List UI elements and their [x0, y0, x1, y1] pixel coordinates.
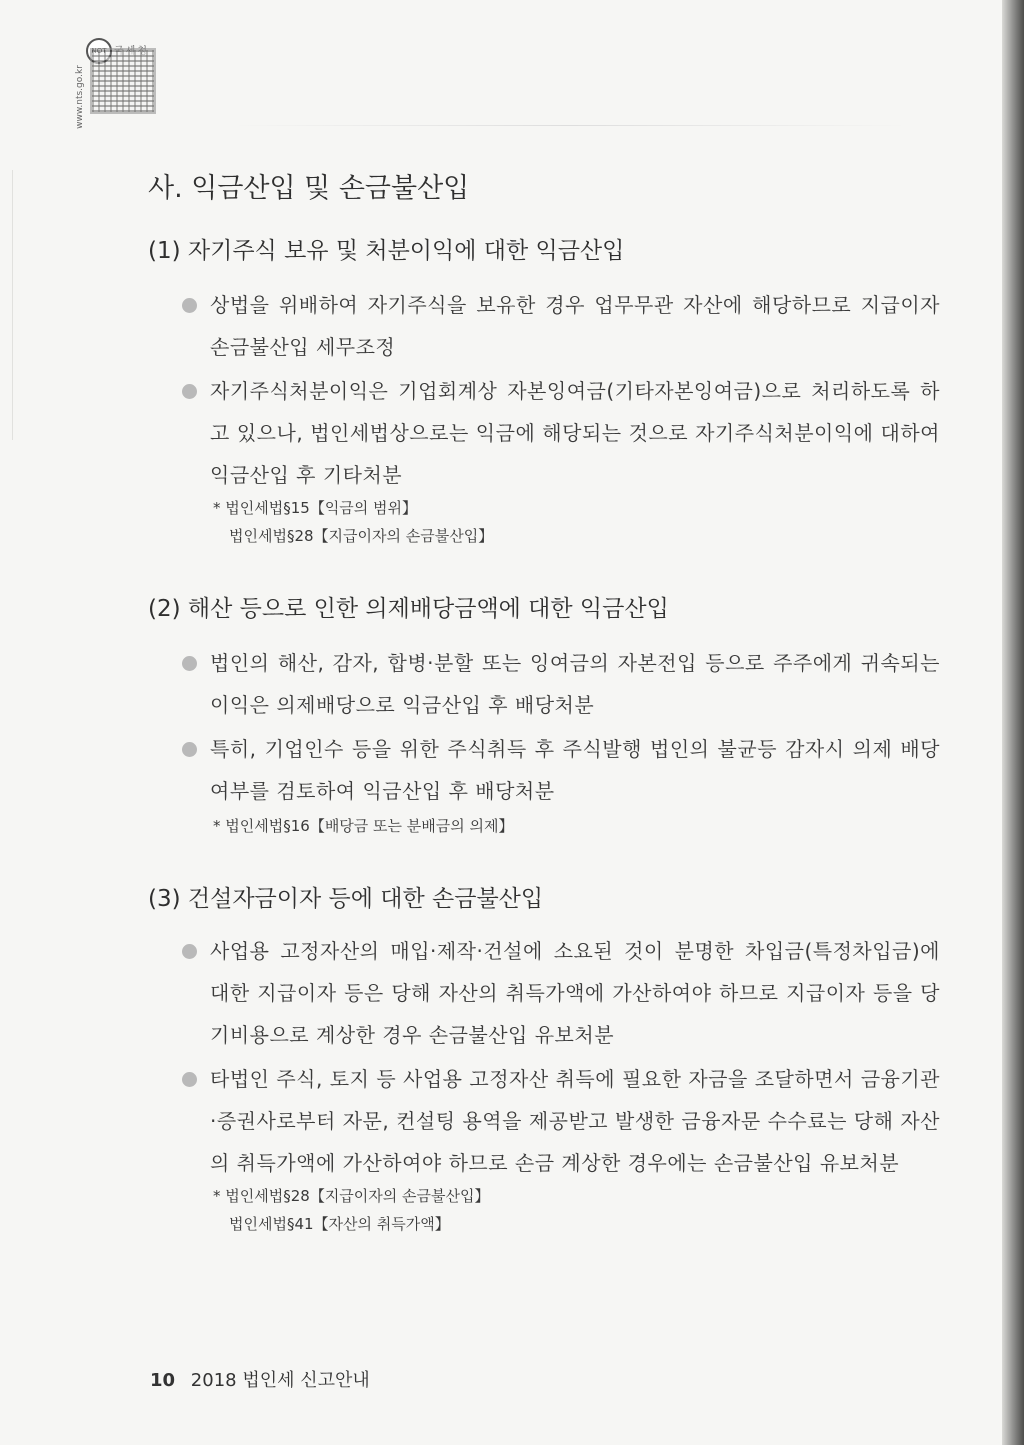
bullet-item: [180, 284, 940, 368]
bullet-text: 법인의 해산, 감자, 합병·분할 또는 잉여금의 자본전입 등으로 주주에게 귀속되는 이익은 의제배당으로 익금산입 후 배당처분: [210, 651, 940, 717]
bullet-text: 타법인 주식, 토지 등 사업용 고정자산 취득에 필요한 자금을 조달하면서 금융기관·증권사로부터 자문, 컨설팅 용역을 제공받고 발생한 금융자문 수수료는 당해 자산의 취득가액에 가산하여야 하므로 손금 계상한 경우에는 손금불산입 유보처분: [210, 1067, 940, 1175]
note-line: * 법인세법§15【익금의 범위】: [213, 499, 418, 517]
section-title: 사. 익금산입 및 손금불산입: [148, 173, 470, 204]
qr-code-icon: [90, 48, 156, 114]
subsection-heading-2: (2) 해산 등으로 인한 의제배당금액에 대한 익금산입: [148, 596, 669, 622]
subsection-heading-3: (3) 건설자금이자 등에 대한 손금불산입: [148, 886, 544, 912]
bullet-dot-icon: [182, 298, 197, 313]
bullet-item: [180, 1058, 940, 1184]
legal-note: [213, 494, 493, 550]
bullet-dot-icon: [182, 384, 197, 399]
subsection-heading-1: (1) 자기주식 보유 및 처분이익에 대한 익금산입: [148, 238, 625, 264]
bullet-item: [180, 930, 940, 1056]
legal-note: [213, 812, 514, 840]
header-divider: [230, 125, 910, 126]
bullet-dot-icon: [182, 1072, 197, 1087]
bullet-dot-icon: [182, 656, 197, 671]
header-qr-block: [70, 40, 170, 129]
page-number: 10: [150, 1370, 176, 1391]
bullet-dot-icon: [182, 742, 197, 757]
org-url: www.nts.go.kr: [74, 65, 85, 129]
page-binding-edge: [1002, 0, 1024, 1445]
bullet-text: 사업용 고정자산의 매입·제작·건설에 소요된 것이 분명한 차입금(특정차입금)에 대한 지급이자 등은 당해 자산의 취득가액에 가산하여야 하므로 지급이자 등을 당기비용으로 계상한 경우 손금불산입 유보처분: [210, 939, 940, 1047]
bullet-item: [180, 370, 940, 496]
bullet-text: 특히, 기업인수 등을 위한 주식취득 후 주식발행 법인의 불균등 감자시 의제 배당 여부를 검토하여 익금산입 후 배당처분: [210, 737, 940, 803]
bullet-text: 자기주식처분이익은 기업회계상 자본잉여금(기타자본잉여금)으로 처리하도록 하고 있으나, 법인세법상으로는 익금에 해당되는 것으로 자기주식처분이익에 대하여 익금산입 후 기타처분: [210, 379, 940, 487]
note-line: * 법인세법§16【배당금 또는 분배금의 의제】: [213, 817, 514, 835]
legal-note: [213, 1182, 490, 1238]
bullet-dot-icon: [182, 944, 197, 959]
bullet-text: 상법을 위배하여 자기주식을 보유한 경우 업무무관 자산에 해당하므로 지급이자 손금불산입 세무조정: [210, 293, 940, 359]
page-footer: [150, 1366, 370, 1392]
note-line: 법인세법§28【지급이자의 손금불산입】: [229, 527, 494, 545]
bullet-item: [180, 642, 940, 726]
margin-guide-line: [12, 170, 13, 440]
bullet-item: [180, 728, 940, 812]
footer-doc-title: 2018 법인세 신고안내: [190, 1370, 370, 1391]
note-line: 법인세법§41【자산의 취득가액】: [229, 1215, 450, 1233]
note-line: * 법인세법§28【지급이자의 손금불산입】: [213, 1187, 490, 1205]
